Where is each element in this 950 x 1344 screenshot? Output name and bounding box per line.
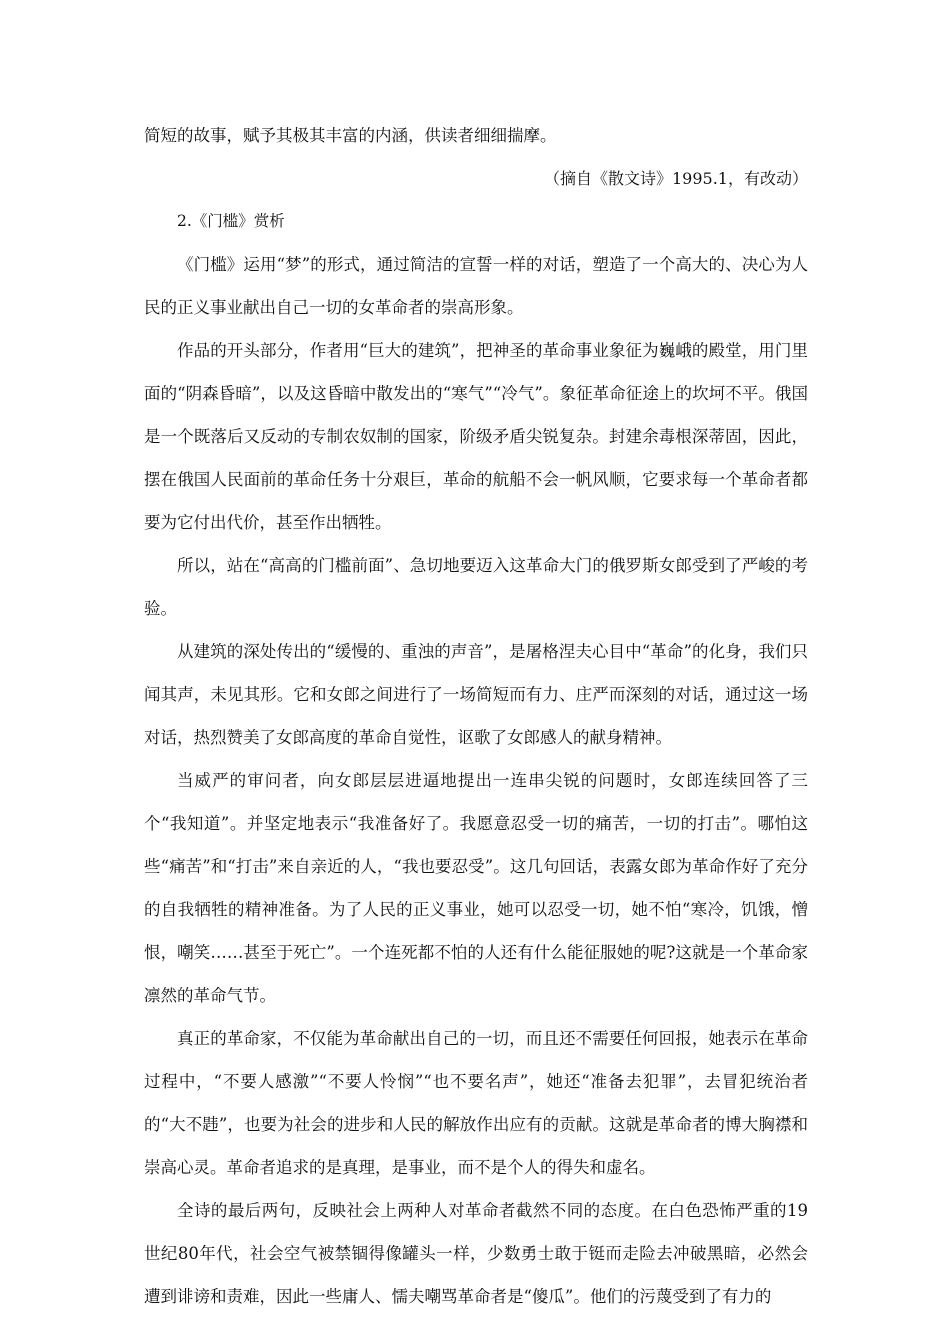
paragraph: 作品的开头部分，作者用“巨大的建筑”，把神圣的革命事业象征为巍峨的殿堂，用门里面的“阴森昏暗”，以及这昏暗中散发出的“寒气”“冷气”。象征革命征途上的坎坷不平。俄国是一个既落后又反动的专制农奴制的国家，阶级矛盾尖锐复杂。封建余毒根深蒂固，因此，摆在俄国人民面前的革命任务十分艰巨，革命的航船不会一帆风顺，它要求每一个革命者都要为它付出代价，甚至作出牺牲。 xyxy=(144,341,808,532)
paragraph: 全诗的最后两句，反映社会上两种人对革命者截然不同的态度。在白色恐怖严重的19世纪80年代，社会空气被禁锢得像罐头一样，少数勇士敢于铤而走险去冲破黑暗，必然会遭到诽谤和责难，因此一些庸人、懦夫嘲骂革命者是“傻瓜”。他们的污蔑受到了有力的 xyxy=(144,1201,808,1306)
paragraph: 真正的革命家，不仅能为革命献出自己的一切，而且还不需要任何回报，她表示在革命过程中，“不要人感激”“不要人怜悯”“也不要名声”，她还“准备去犯罪”，去冒犯统治者的“大不韪”，也要为社会的进步和人民的解放作出应有的贡献。这就是革命者的博大胸襟和崇高心灵。革命者追求的是真理，是事业，而不是个人的得失和虚名。 xyxy=(144,1029,808,1177)
source-citation: （摘自《散文诗》1995.1，有改动） xyxy=(544,169,808,188)
paragraph: 《门槛》运用“梦”的形式，通过简洁的宣誓一样的对话，塑造了一个高大的、决心为人民的正义事业献出自己一切的女革命者的崇高形象。 xyxy=(144,255,808,317)
paragraph: 从建筑的深处传出的“缓慢的、重浊的声音”，是屠格涅夫心目中“革命”的化身，我们只闻其声，未见其形。它和女郎之间进行了一场简短而有力、庄严而深刻的对话，通过这一场对话，热烈赞美了女郎高度的革命自觉性，讴歌了女郎感人的献身精神。 xyxy=(144,642,808,747)
paragraph: 当威严的审问者，向女郎层层进逼地提出一连串尖锐的问题时，女郎连续回答了三个“我知道”。并坚定地表示“我准备好了。我愿意忍受一切的痛苦，一切的打击”。哪怕这些“痛苦”和“打击”来自亲近的人，“我也要忍受”。这几句回话，表露女郎为革命作好了充分的自我牺牲的精神准备。为了人民的正义事业，她可以忍受一切，她不怕“寒冷，饥饿，憎恨，嘲笑……甚至于死亡”。一个连死都不怕的人还有什么能征服她的呢?这就是一个革命家凛然的革命气节。 xyxy=(144,771,808,1005)
section-heading: 2.《门槛》赏析 xyxy=(177,212,285,230)
paragraph: 所以，站在“高高的门槛前面”、急切地要迈入这革命大门的俄罗斯女郎受到了严峻的考验。 xyxy=(144,556,808,618)
document-body xyxy=(144,114,808,1318)
paragraph-continued: 简短的故事，赋予其极其丰富的内涵，供读者细细揣摩。 xyxy=(144,126,557,145)
